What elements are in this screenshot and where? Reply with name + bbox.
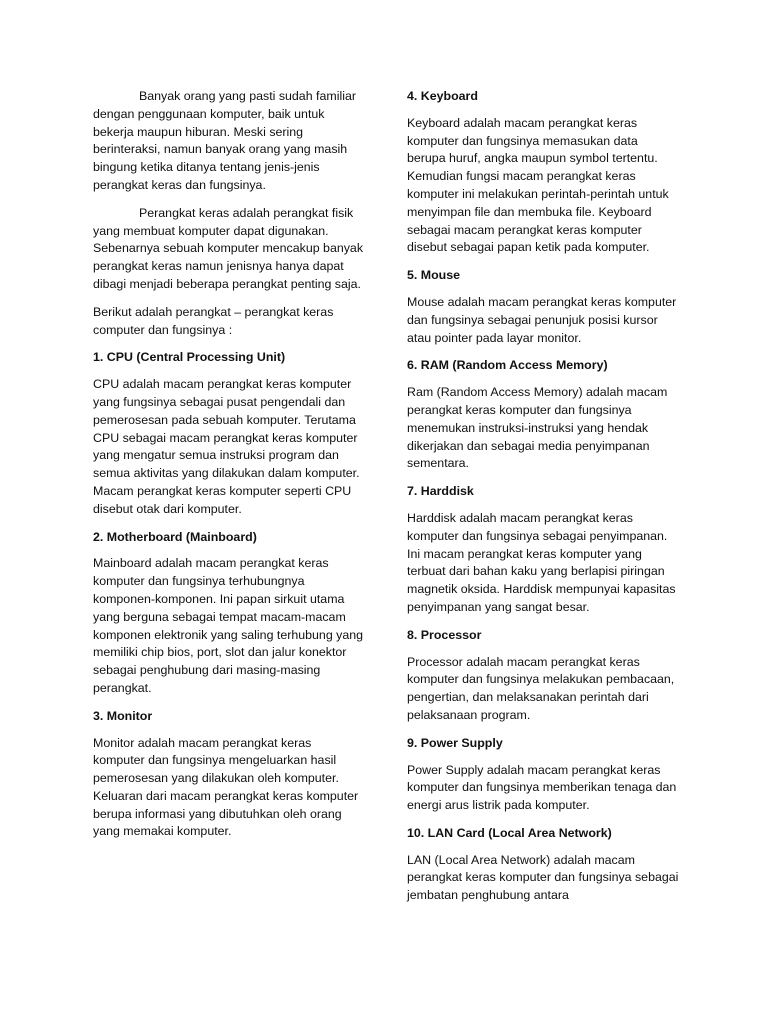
section-power-supply	[407, 735, 679, 815]
intro-paragraph-3: Berikut adalah perangkat – perangkat keras computer dan fungsinya :	[93, 304, 334, 337]
intro-paragraph-2: Perangkat keras adalah perangkat fisik yang membuat komputer dapat digunakan. Sebenarnya sebuah komputer mencakup banyak perangkat keras namun jenisnya hanya dapat dibagi menjadi beberapa perangkat penting saja.	[93, 205, 364, 291]
section-lan-card	[407, 825, 679, 905]
section-body: Processor adalah macam perangkat keras komputer dan fungsinya melakukan pembacaan, pengertian, dan melaksanakan perintah dari pelaksanaan program.	[407, 654, 675, 722]
section-heading: 2. Motherboard (Mainboard)	[93, 529, 257, 544]
right-column	[407, 88, 679, 915]
section-heading: 10. LAN Card (Local Area Network)	[407, 825, 612, 840]
section-mouse	[407, 267, 679, 347]
section-body: Monitor adalah macam perangkat keras komputer dan fungsinya mengeluarkan hasil pemerosesan yang dilakukan oleh komputer. Keluaran dari macam perangkat keras komputer berupa informasi yang dibutuhkan oleh orang yang memakai komputer.	[93, 735, 359, 839]
section-heading: 1. CPU (Central Processing Unit)	[93, 350, 286, 365]
section-body: LAN (Local Area Network) adalah macam perangkat keras komputer dan fungsinya sebagai jembatan penghubung antara	[407, 852, 679, 903]
left-column	[93, 88, 365, 851]
section-heading: 7. Harddisk	[407, 484, 474, 499]
section-body: Harddisk adalah macam perangkat keras komputer dan fungsinya sebagai penyimpanan. Ini macam perangkat keras komputer yang terbuat dari bahan kaku yang berlapisi piringan magnetik oksida. Harddisk mempunyai kapasitas penyimpanan yang sangat besar.	[407, 510, 676, 614]
section-heading: 6. RAM (Random Access Memory)	[407, 358, 608, 373]
intro-paragraph-1: Banyak orang yang pasti sudah familiar dengan penggunaan komputer, baik untuk bekerja maupun hiburan. Meski sering berinteraksi, namun banyak orang yang masih bingung ketika ditanya tentang jenis-jenis perangkat keras dan fungsinya.	[93, 89, 356, 192]
section-ram	[407, 357, 679, 473]
section-body: Keyboard adalah macam perangkat keras komputer dan fungsinya memasukan data berupa huruf, angka maupun symbol tertentu. Kemudian fungsi macam perangkat keras komputer ini melakukan perintah-perintah untuk menyimpan file dan membuka file. Keyboard sebagai macam perangkat keras komputer disebut sebagai papan ketik pada komputer.	[407, 115, 669, 255]
section-body: Power Supply adalah macam perangkat keras komputer dan fungsinya memberikan tenaga dan energi arus listrik pada komputer.	[407, 762, 677, 813]
section-body: CPU adalah macam perangkat keras komputer yang fungsinya sebagai pusat pengendali dan pemerosesan pada sebuah komputer. Terutama CPU sebagai macam perangkat keras komputer yang mengatur semua instruksi program dan semua aktivitas yang dilakukan dalam komputer. Macam perangkat keras komputer seperti CPU disebut otak dari komputer.	[93, 377, 360, 516]
section-body: Mainboard adalah macam perangkat keras komputer dan fungsinya terhubungnya komponen-komponen. Ini papan sirkuit utama yang berguna sebagai tempat macam-macam komponen elektronik yang saling terhubung yang memiliki chip bios, port, slot dan jalur konektor sebagai penghubung dari masing-masing perangkat.	[93, 556, 364, 695]
section-monitor	[93, 708, 365, 842]
section-heading: 8. Processor	[407, 627, 482, 642]
section-heading: 9. Power Supply	[407, 735, 503, 750]
section-body: Mouse adalah macam perangkat keras komputer dan fungsinya sebagai penunjuk posisi kursor atau pointer pada layar monitor.	[407, 294, 677, 345]
section-processor	[407, 627, 679, 725]
section-heading: 3. Monitor	[93, 708, 153, 723]
section-motherboard	[93, 529, 365, 698]
section-body: Ram (Random Access Memory) adalah macam perangkat keras komputer dan fungsinya menemukan instruksi-instruksi yang hendak dikerjakan dan sebagai media penyimpanan sementara.	[407, 385, 668, 471]
section-harddisk	[407, 483, 679, 617]
section-heading: 4. Keyboard	[407, 89, 478, 103]
section-keyboard	[407, 88, 679, 257]
section-cpu	[93, 349, 365, 518]
section-heading: 5. Mouse	[407, 268, 461, 283]
